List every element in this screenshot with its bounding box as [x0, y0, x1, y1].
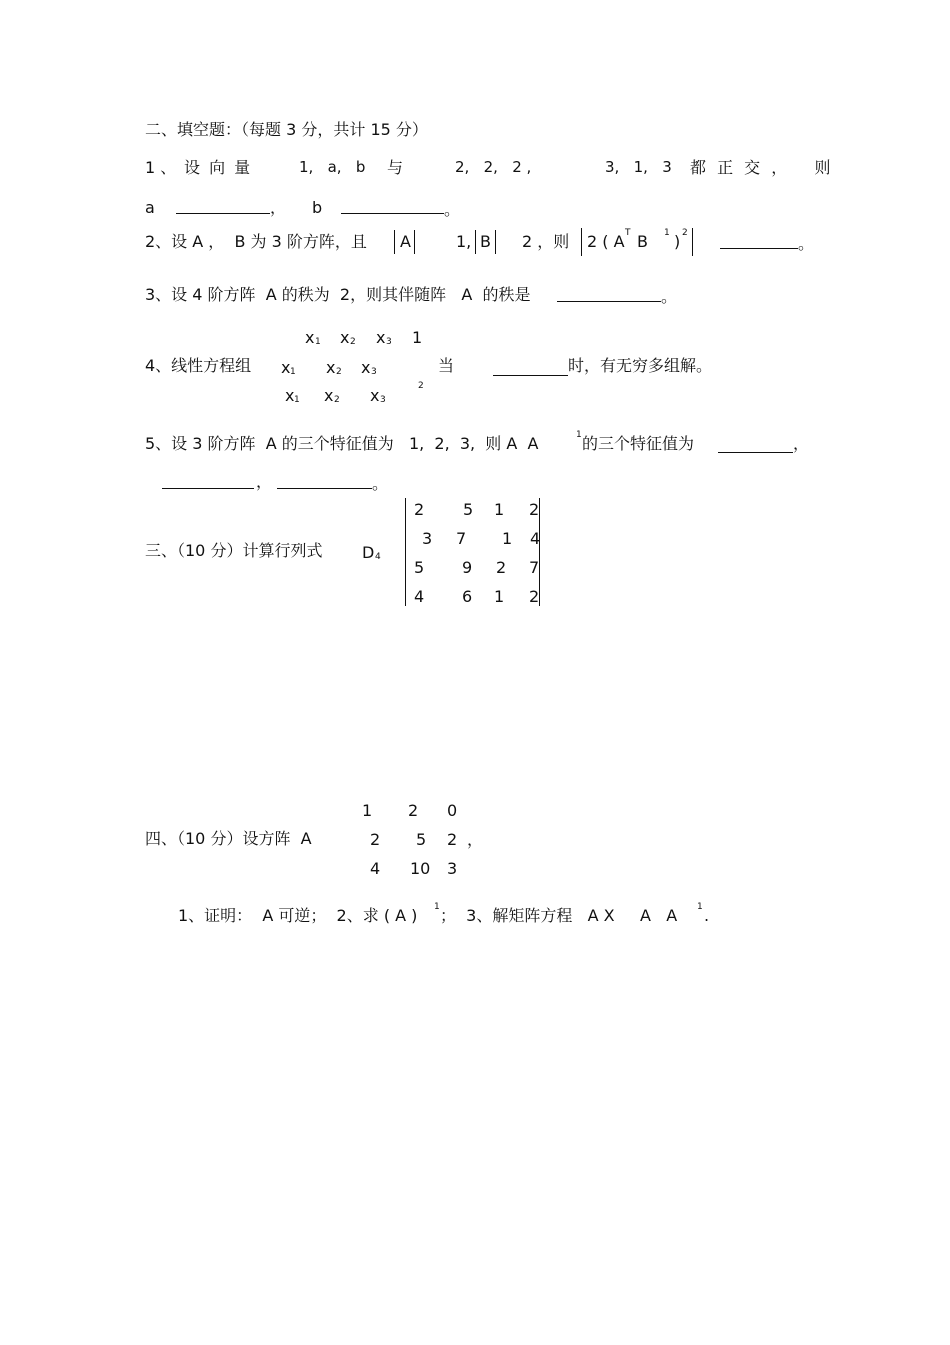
- q1-vector-alpha2: 2, 2, 2 ,: [455, 158, 532, 176]
- det-cell: 3: [422, 529, 433, 548]
- matrix-cell: 1: [362, 801, 373, 820]
- q4-sub3: 3: [386, 337, 392, 347]
- q4-sub3: 3: [380, 395, 386, 405]
- det-cell: 4: [530, 529, 541, 548]
- matrix-cell: 5: [416, 830, 427, 849]
- section4-tasks: 1、证明： A 可逆； 2、求 ( A ): [178, 906, 418, 925]
- matrix-cell: 0: [447, 801, 458, 820]
- q4-x1: x: [285, 386, 295, 405]
- q4-dang: 当: [438, 356, 455, 375]
- q2-text: 2、设 A ， B 为 3 阶方阵，且: [145, 232, 367, 251]
- q2-abs-B: B: [480, 232, 491, 251]
- q5-text: 5、设 3 阶方阵 A 的三个特征值为 1, 2, 3, 则 A A: [145, 434, 539, 453]
- matrix-cell: 3: [447, 859, 458, 878]
- det-cell: 1: [494, 587, 505, 606]
- section4-label: 四、（10 分）设方阵 A: [145, 829, 312, 848]
- q1-a-label: a: [145, 198, 155, 217]
- q2-abs-bar: [581, 228, 582, 256]
- q1-vector-alpha1: 1, a, b: [299, 158, 366, 176]
- det-cell: 7: [529, 558, 540, 577]
- det-cell: 1: [494, 500, 505, 519]
- det-cell: 1: [502, 529, 513, 548]
- q2-sup-inverse: 1: [664, 228, 670, 238]
- det-cell: 5: [463, 500, 474, 519]
- q5-blank-1[interactable]: [718, 451, 793, 453]
- q2-abs-bar: [495, 230, 496, 254]
- section4-comma: ，: [467, 830, 484, 849]
- q2-end: 。: [798, 234, 815, 253]
- det-cell: 5: [414, 558, 425, 577]
- matrix-cell: 2: [370, 830, 381, 849]
- section4-tasks2: ； 3、解矩阵方程 A X A A: [440, 906, 678, 925]
- q3-text: 3、设 4 阶方阵 A 的秩为 2，则其伴随阵 A 的秩是: [145, 285, 531, 304]
- q2-value2: 2 ，则: [522, 232, 570, 251]
- section4-period: .: [704, 906, 710, 925]
- q3-blank[interactable]: [557, 300, 661, 302]
- section3-D-sub: 4: [375, 552, 381, 562]
- q2-expr-B: B: [637, 232, 648, 251]
- q1-number: 1 、: [145, 158, 177, 177]
- q1-a-blank[interactable]: [176, 212, 270, 214]
- det-cell: 9: [462, 558, 473, 577]
- q2-abs-A: A: [400, 232, 411, 251]
- q2-abs-bar: [394, 230, 395, 254]
- q4-sub1: 1: [315, 337, 321, 347]
- q1-text-and: 与: [387, 158, 404, 177]
- matrix-cell: 2: [447, 830, 458, 849]
- q5-text2: 的三个特征值为: [582, 434, 695, 453]
- q4-x3: x: [376, 328, 386, 347]
- section3-D: D: [362, 543, 375, 562]
- q4-x1: x: [281, 358, 291, 377]
- det-cell: 6: [462, 587, 473, 606]
- section2-title: 二、填空题：（每题 3 分，共计 15 分）: [145, 120, 428, 139]
- q2-expr: 2 ( A: [587, 232, 625, 251]
- q4-tail: 时，有无穷多组解。: [568, 356, 713, 375]
- q4-sub1: 1: [290, 367, 296, 377]
- q2-close-paren: ): [674, 232, 681, 251]
- q4-sub2: 2: [336, 367, 342, 377]
- q1-end: 。: [444, 200, 461, 219]
- q4-sub2: 2: [350, 337, 356, 347]
- q4-rhs1: 1: [412, 328, 423, 347]
- section4-sup-inverse: 1: [697, 902, 703, 912]
- det-cell: 2: [529, 500, 540, 519]
- matrix-cell: 4: [370, 859, 381, 878]
- det-cell: 4: [414, 587, 425, 606]
- q2-abs-bar: [414, 230, 415, 254]
- q4-sub1: 1: [294, 395, 300, 405]
- q1-text: 设 向 量: [184, 158, 253, 177]
- q2-abs-bar: [692, 228, 693, 256]
- q5-blank-2[interactable]: [162, 487, 254, 489]
- matrix-cell: 10: [410, 859, 431, 878]
- q4-x2: x: [324, 386, 334, 405]
- q4-x3: x: [370, 386, 380, 405]
- q5-comma: ，: [256, 472, 273, 491]
- det-cell: 2: [414, 500, 425, 519]
- determinant-bar-left: [405, 498, 406, 606]
- q4-x2: x: [326, 358, 336, 377]
- det-cell: 7: [456, 529, 467, 548]
- q4-x1: x: [305, 328, 315, 347]
- q4-sup-lambda2: 2: [418, 381, 424, 391]
- q1-b-label: b: [312, 198, 323, 217]
- q4-x2: x: [340, 328, 350, 347]
- q2-sup-2: 2: [682, 228, 688, 238]
- q4-label: 4、线性方程组: [145, 356, 252, 375]
- q5-sup-inverse: 1: [576, 430, 582, 440]
- q5-end: 。: [372, 474, 389, 493]
- det-cell: 2: [496, 558, 507, 577]
- section3-label: 三、（10 分）计算行列式: [145, 541, 323, 560]
- section4-sup-inverse: 1: [434, 902, 440, 912]
- q1-text-tail: 都 正 交 ， 则: [690, 158, 834, 177]
- q2-sup-T: T: [625, 228, 631, 238]
- q5-blank-3[interactable]: [277, 487, 372, 489]
- q5-comma: ，: [793, 434, 810, 453]
- q4-sub3: 3: [371, 367, 377, 377]
- q1-comma: ，: [270, 198, 287, 217]
- q4-x3: x: [361, 358, 371, 377]
- q2-blank[interactable]: [720, 247, 798, 249]
- q2-value1: 1,: [456, 232, 472, 251]
- matrix-cell: 2: [408, 801, 419, 820]
- q3-end: 。: [661, 287, 678, 306]
- q1-vector-alpha3: 3, 1, 3: [605, 158, 672, 176]
- det-cell: 2: [529, 587, 540, 606]
- q4-sub2: 2: [334, 395, 340, 405]
- q2-abs-bar: [475, 230, 476, 254]
- q4-blank[interactable]: [493, 374, 568, 376]
- q1-b-blank[interactable]: [341, 212, 444, 214]
